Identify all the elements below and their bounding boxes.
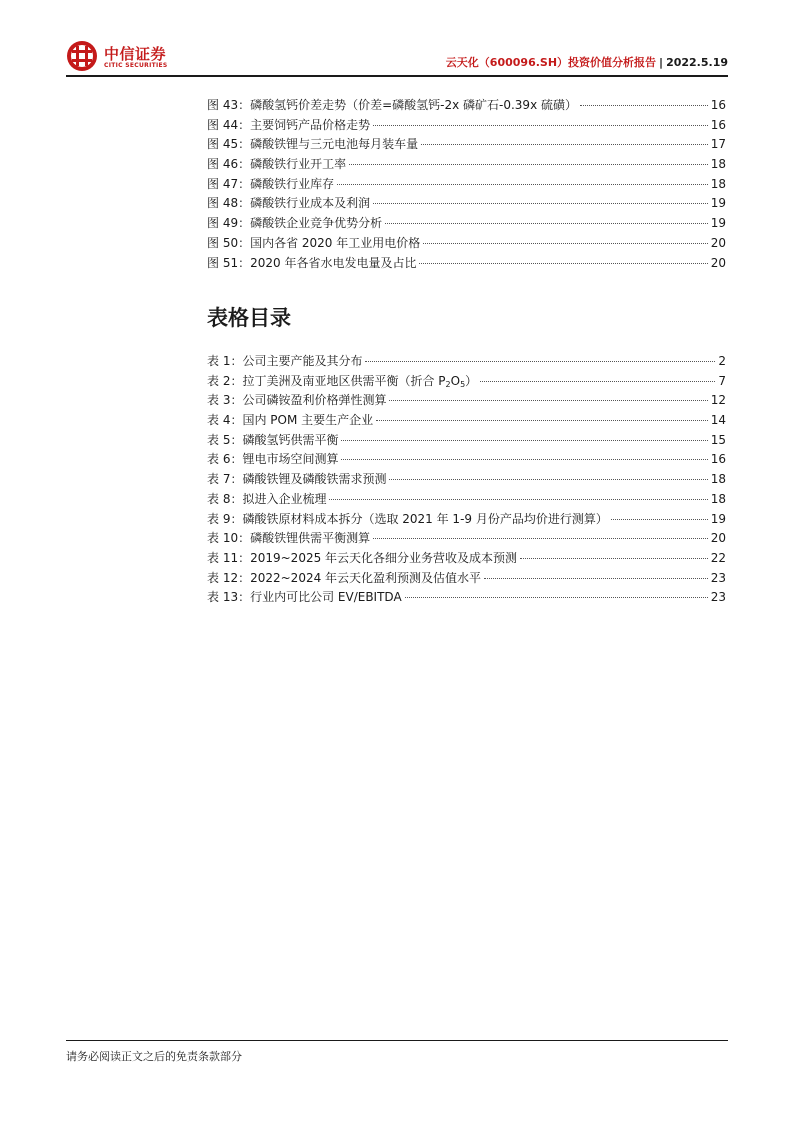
toc-leader-dots: [341, 440, 707, 441]
logo-english-name: CITIC SECURITIES: [104, 62, 168, 69]
table-toc-entry[interactable]: [207, 510, 726, 530]
toc-leader-dots: [520, 558, 708, 559]
table-toc-entry[interactable]: [207, 431, 726, 451]
toc-entry-label: 图 48：磷酸铁行业成本及利润: [207, 196, 371, 211]
citic-logo: [66, 40, 186, 74]
toc-entry-label: 图 51：2020 年各省水电发电量及占比: [207, 255, 417, 270]
toc-leader-dots: [423, 243, 707, 244]
toc-entry-label: 图 44：主要饲钙产品价格走势: [207, 117, 371, 132]
toc-leader-dots: [389, 400, 707, 401]
citic-logo-icon: [66, 40, 98, 72]
figure-toc-entry[interactable]: [207, 214, 726, 234]
table-toc-entry[interactable]: [207, 529, 726, 549]
table-toc-entry[interactable]: [207, 352, 726, 372]
table-toc-entry[interactable]: [207, 450, 726, 470]
toc-leader-dots: [405, 597, 708, 598]
footer-divider: [66, 1040, 728, 1041]
toc-entry-label: 表 10：磷酸铁锂供需平衡测算: [207, 531, 371, 546]
toc-page-number: 18: [710, 157, 726, 172]
toc-leader-dots: [337, 184, 708, 185]
toc-page-number: 16: [710, 117, 726, 132]
toc-page-number: 20: [710, 531, 726, 546]
toc-entry-label: 表 12：2022~2024 年云天化盈利预测及估值水平: [207, 570, 482, 585]
toc-leader-dots: [373, 203, 708, 204]
logo-chinese-name: 中信证券: [104, 45, 167, 63]
figure-toc: [207, 96, 726, 273]
toc-entry-label: 图 45：磷酸铁锂与三元电池每月装车量: [207, 137, 419, 152]
toc-page-number: 19: [710, 216, 726, 231]
toc-page-number: 19: [710, 511, 726, 526]
figure-toc-entry[interactable]: [207, 155, 726, 175]
toc-leader-dots: [373, 538, 708, 539]
toc-page-number: 23: [710, 590, 726, 605]
toc-page-number: 15: [710, 432, 726, 447]
toc-entry-label: 图 47：磷酸铁行业库存: [207, 176, 335, 191]
toc-page-number: 7: [718, 373, 726, 388]
toc-entry-label: 表 9：磷酸铁原材料成本拆分（选取 2021 年 1-9 月份产品均价进行测算）: [207, 511, 608, 526]
toc-page-number: 23: [710, 570, 726, 585]
figure-toc-entry[interactable]: [207, 116, 726, 136]
toc-leader-dots: [329, 499, 707, 500]
footer-disclaimer: 请务必阅读正文之后的免责条款部分: [66, 1050, 242, 1063]
toc-leader-dots: [484, 578, 708, 579]
figure-toc-entry[interactable]: [207, 234, 726, 254]
tables-section-title: 表格目录: [207, 306, 291, 330]
toc-page-number: 18: [710, 491, 726, 506]
toc-page-number: 16: [710, 98, 726, 112]
table-toc-entry[interactable]: [207, 470, 726, 490]
toc-entry-label: 表 3：公司磷铵盈利价格弹性测算: [207, 393, 387, 408]
figure-toc-entry[interactable]: [207, 135, 726, 155]
page-header: [66, 36, 728, 76]
toc-entry-label: 表 1：公司主要产能及其分布: [207, 354, 363, 368]
figure-toc-entry[interactable]: [207, 96, 726, 116]
toc-page-number: 19: [710, 196, 726, 211]
figure-toc-entry[interactable]: [207, 175, 726, 195]
toc-entry-label: 表 2：拉丁美洲及南亚地区供需平衡（折合 $P_2O_5$）: [207, 373, 478, 389]
figure-toc-entry[interactable]: [207, 254, 726, 274]
toc-entry-label: 表 7：磷酸铁锂及磷酸铁需求预测: [207, 472, 387, 487]
toc-page-number: 18: [710, 176, 726, 191]
toc-page-number: 22: [710, 550, 726, 565]
table-toc-entry[interactable]: [207, 588, 726, 608]
toc-page-number: 20: [710, 255, 726, 270]
toc-page-number: 18: [710, 472, 726, 487]
toc-entry-label: 表 5：磷酸氢钙供需平衡: [207, 432, 339, 447]
table-toc-entry[interactable]: [207, 490, 726, 510]
toc-entry-label: 图 50：国内各省 2020 年工业用电价格: [207, 235, 421, 250]
header-divider: [66, 75, 728, 77]
table-toc: [207, 352, 726, 608]
toc-entry-label: 表 6：锂电市场空间测算: [207, 452, 339, 467]
toc-entry-label: 表 11：2019~2025 年云天化各细分业务营收及成本预测: [207, 550, 518, 565]
toc-entry-label: 表 8：拟进入企业梳理: [207, 491, 327, 506]
toc-leader-dots: [376, 420, 708, 421]
toc-leader-dots: [373, 125, 708, 126]
toc-page-number: 2: [718, 354, 726, 368]
toc-leader-dots: [389, 479, 707, 480]
toc-leader-dots: [349, 164, 708, 165]
report-date: 2022.5.19: [666, 56, 728, 69]
toc-entry-label: 表 4：国内 POM 主要生产企业: [207, 413, 374, 428]
toc-page-number: 16: [710, 452, 726, 467]
table-toc-entry[interactable]: [207, 569, 726, 589]
toc-leader-dots: [341, 459, 707, 460]
toc-leader-dots: [611, 519, 708, 520]
toc-page-number: 14: [710, 413, 726, 428]
toc-leader-dots: [421, 144, 708, 145]
toc-leader-dots: [385, 223, 708, 224]
toc-page-number: 20: [710, 235, 726, 250]
toc-leader-dots: [365, 361, 715, 362]
report-title: 云天化（600096.SH）投资价值分析报告: [445, 56, 657, 69]
toc-leader-dots: [419, 263, 707, 264]
toc-entry-label: 表 13：行业内可比公司 EV/EBITDA: [207, 590, 402, 605]
toc-entry-label: 图 43：磷酸氢钙价差走势（价差=磷酸氢钙-2x 磷矿石-0.39x 硫磺）: [207, 98, 577, 112]
toc-entry-label: 图 49：磷酸铁企业竞争优势分析: [207, 216, 383, 231]
header-report-info: 云天化（600096.SH）投资价值分析报告 | 2022.5.19: [445, 56, 728, 69]
toc-page-number: 17: [710, 137, 726, 152]
table-toc-entry[interactable]: [207, 411, 726, 431]
figure-toc-entry[interactable]: [207, 194, 726, 214]
toc-leader-dots: [580, 105, 708, 106]
toc-leader-dots: [480, 381, 715, 382]
toc-entry-label: 图 46：磷酸铁行业开工率: [207, 157, 347, 172]
table-toc-entry[interactable]: [207, 372, 726, 392]
toc-page-number: 12: [710, 393, 726, 408]
table-toc-entry[interactable]: [207, 549, 726, 569]
